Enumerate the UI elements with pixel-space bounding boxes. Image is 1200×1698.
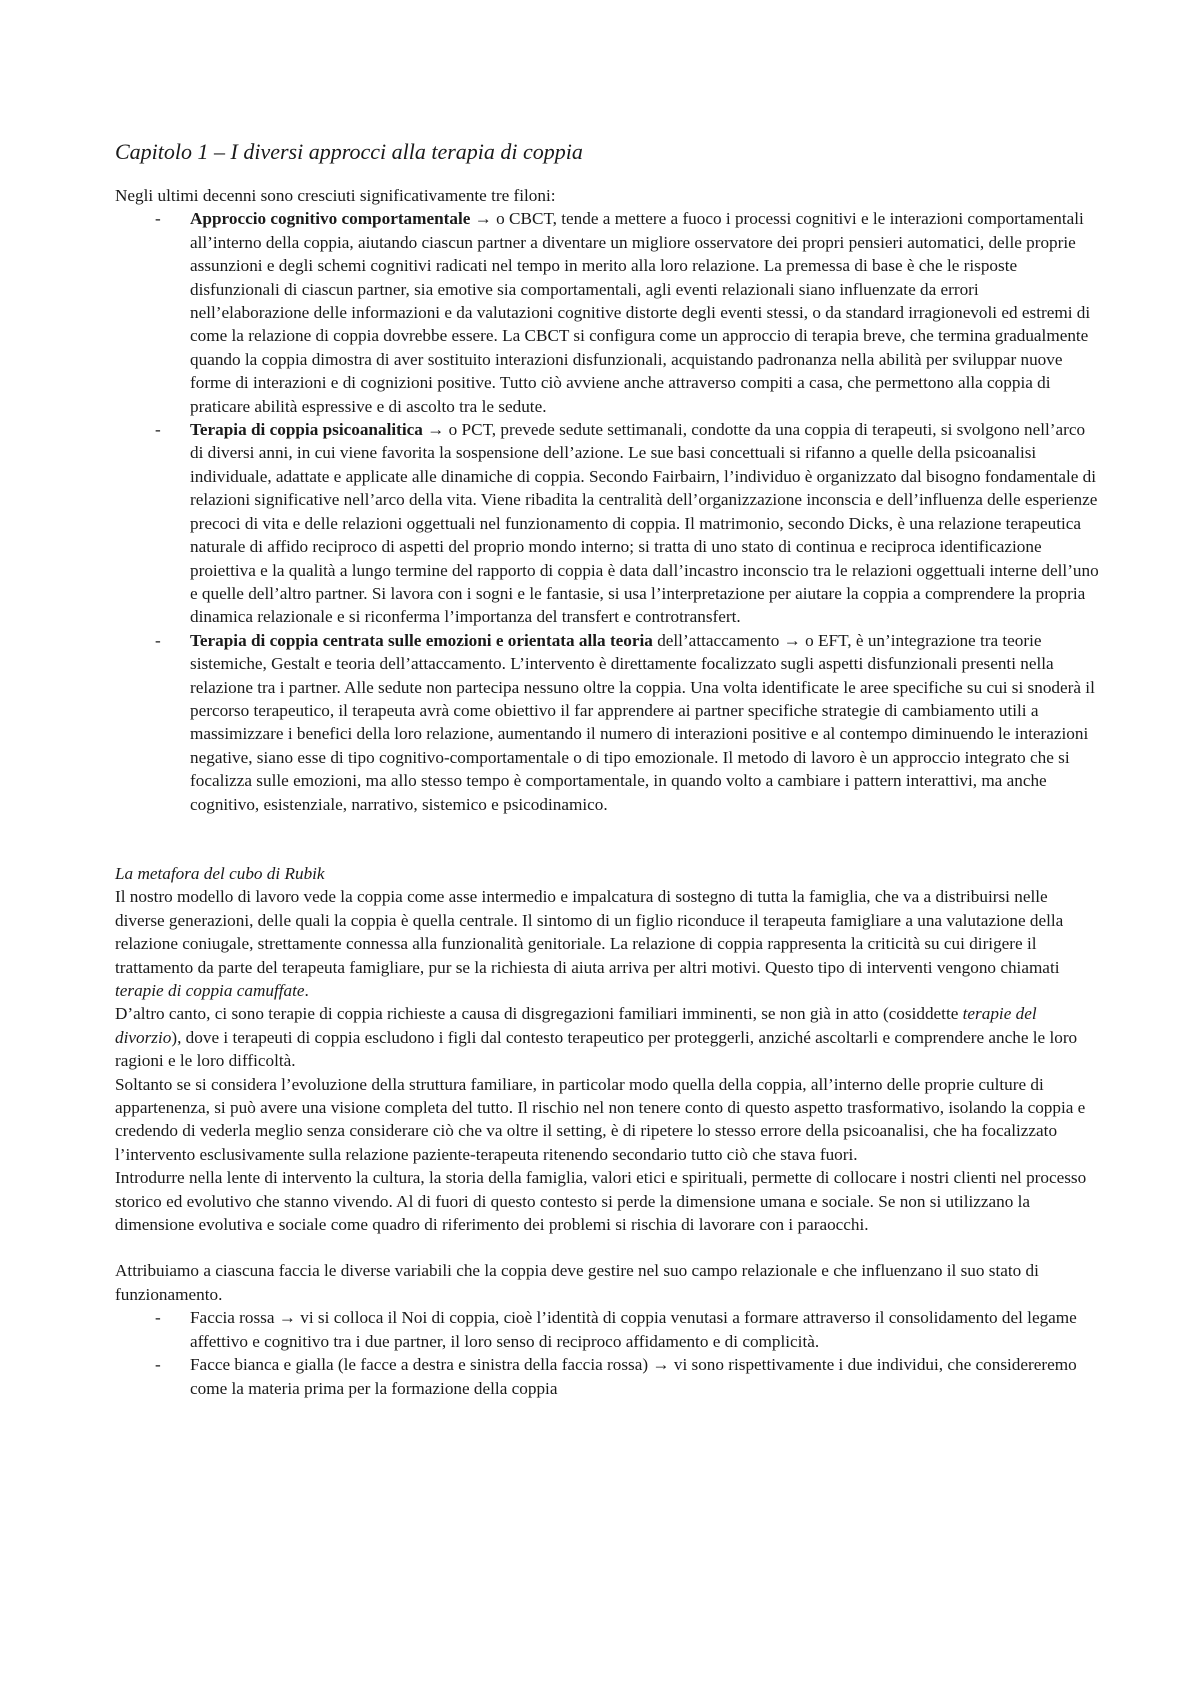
approach-name: Terapia di coppia centrata sulle emozioni e orientata alla teoria [190,630,653,650]
paragraph-text: . [304,981,309,1000]
body-paragraph: Attribuiamo a ciascuna faccia le diverse variabili che la coppia deve gestire nel suo campo relazionale e che influenzano il suo stato di funzionamento. [115,1261,1039,1304]
body-paragraph: Soltanto se si considera l’evoluzione della struttura familiare, in particolar modo quella della coppia, all’interno delle proprie culture di appartenenza, si può avere una visione completa del tutto. Il rischio nel non tenere conto di questo aspetto trasformativo, isolando la coppia e credendo di vederla meglio senza considerare ciò che va oltre il setting, è di ripetere lo stesso errore della psicoanalisi, che ha focalizzato l’intervento esclusivamente sulla relazione paziente-terapeuta ritenendo secondario tutto ciò che stava fuori. [115,1074,1086,1164]
chapter-title: Capitolo 1 – I diversi approcci alla terapia di coppia [115,139,583,164]
list-item [115,1353,1100,1400]
faces-list [115,1306,1100,1400]
face-text: vi si colloca il Noi di coppia, cioè l’identità di coppia venutasi a formare attraverso il consolidamento del legame affettivo e cognitivo tra i due partner, il loro senso di reciproco affidamento e di complicità. [190,1308,1077,1351]
arrow-icon: → [422,420,449,440]
arrow-icon: → [648,1355,674,1375]
paragraph-text: ), dove i terapeuti di coppia escludono i figli dal contesto terapeutico per proteggerli, anziché ascoltarli e comprendere anche le loro ragioni e le loro difficoltà. [115,1027,1078,1071]
italic-term: terapie di coppia camuffate [115,981,305,1000]
paragraph-text: Il nostro modello di lavoro vede la coppia come asse intermedio e impalcatura di sostegno di tutta la famiglia, che va a distribuirsi nelle diverse generazioni, delle quali la coppia è quella centrale. Il sintomo di un figlio riconduce il terapeuta famigliare a una valutazione della relazione coniugale, strettamente connessa alla funzionalità genitoriale. La relazione di coppia rappresenta la criticità su cui dirigere il trattamento da parte del terapeuta famigliare, pur se la richiesta di aiuta arriva per altri motivi. Questo tipo di interventi vengono chiamati [115,887,1064,977]
face-text: vi sono rispettivamente i due individui, che considereremo come la materia prima per la formazione della coppia [190,1355,1077,1398]
approach-text: o PCT, prevede sedute settimanali, condotte da una coppia di terapeuti, si svolgono nell’arco di diversi anni, in cui viene favorita la sospensione dell’azione. Le sue basi concettuali si rifanno a quelle della psicoanalisi individuale, adattate e applicate alle dinamiche di coppia. Secondo Fairbairn, l’individuo è organizzato dal bisogno fondamentale di relazioni significative nell’arco della vita. Viene ribadita la centralità dell’organizzazione inconscia e dell’influenza delle esperienze precoci di vita e delle relazioni oggettuali nel funzionamento di coppia. Il matrimonio, secondo Dicks, è una relazione terapeutica naturale di affido reciproco di aspetti del proprio mondo interno; si tratta di uno stato di continua e reciproca identificazione proiettiva e la qualità a lungo termine del rapporto di coppia è data dall’incastro inconscio tra le relazioni oggettuali interne dell’uno e quelle dell’altro partner. Si lavora con i sogni e le fantasie, si usa l’interpretazione per aiutare la coppia a comprendere la propria dinamica relazionale e si riconferma l’importanza del transfert e controtransfert. [190,420,1099,627]
list-item [115,1306,1100,1353]
arrow-icon: → [274,1308,301,1328]
arrow-icon: → [470,209,497,229]
document-page [115,138,1100,1400]
list-item [115,418,1100,629]
body-paragraph [115,1002,1100,1072]
approach-name: Terapia di coppia psicoanalitica [190,420,423,440]
approach-text: o CBCT, tende a mettere a fuoco i processi cognitivi e le interazioni comportamentali all’interno della coppia, aiutando ciascun partner a diventare un migliore osservatore dei propri pensieri automatici, delle proprie assunzioni e degli schemi cognitivi radicati nel tempo in merito alla loro relazione. La premessa di base è che le risposte disfunzionali di ciascun partner, sia emotive sia comportamentali, agli eventi relazionali siano influenzate da errori nell’elaborazione delle informazioni e da valutazioni cognitive distorte degli eventi stessi, o da standard irragionevoli ed estremi di come la relazione di coppia dovrebbe essere. La CBCT si configura come un approccio di terapia breve, che termina gradualmente quando la coppia dimostra di aver sostituito interazioni disfunzionali, acquistando padronanza nella abilità per sviluppar nuove forme di interazioni e di cognizioni positive. Tutto ciò avviene anche attraverso compiti a casa, che permettono alla coppia di praticare abilità espressive e di ascolto tra le sedute. [190,209,1091,416]
approach-name: Approccio cognitivo comportamentale [190,209,471,229]
arrow-icon: → [779,630,806,650]
approach-name-suffix: dell’attaccamento [652,630,780,650]
list-item [115,629,1100,816]
face-label: Facce bianca e gialla (le facce a destra e sinistra della faccia rossa) [190,1355,649,1375]
section-title: La metafora del cubo di Rubik [115,863,325,883]
face-label: Faccia rossa [190,1308,275,1328]
italic-term: terapie del divorzio [115,1004,1037,1047]
body-paragraph [115,885,1100,1002]
paragraph-text: D’altro canto, ci sono terapie di coppia richieste a causa di disgregazioni familiari imminenti, se non già in atto (cosiddette [115,1004,963,1024]
list-item [115,207,1100,418]
body-paragraph: Introdurre nella lente di intervento la cultura, la storia della famiglia, valori etici e spirituali, permette di collocare i nostri clienti nel processo storico ed evolutivo che stanno vivendo. Al di fuori di questo contesto si perde la dimensione umana e sociale. Se non si utilizzano la dimensione evolutiva e sociale come quadro di riferimento dei problemi si rischia di lavorare con i paraocchi. [115,1168,1087,1235]
intro-paragraph: Negli ultimi decenni sono cresciuti significativamente tre filoni: [115,186,556,205]
approach-text: o EFT, è un’integrazione tra teorie sistemiche, Gestalt e teoria dell’attaccamento. L’intervento è direttamente focalizzato sugli aspetti disfunzionali presenti nella relazione tra i partner. Alle sedute non partecipa nessuno oltre la coppia. Una volta identificate le aree specifiche su cui si snoderà il percorso terapeutico, il terapeuta avrà come obiettivo il far apprendere ai partner specifiche strategie di cambiamento utili a massimizzare i benefici della loro relazione, aumentando il numero di interazioni positive e al contempo diminuendo le interazioni negative, siano esse di tipo cognitivo-comportamentale o di tipo emozionale. Il metodo di lavoro è un approccio integrato che si focalizza sulle emozioni, ma allo stesso tempo è comportamentale, in quando volto a cambiare i pattern interattivi, ma anche cognitivo, esistenziale, narrativo, sistemico e psicodinamico. [190,630,1095,814]
approaches-list [115,207,1100,816]
